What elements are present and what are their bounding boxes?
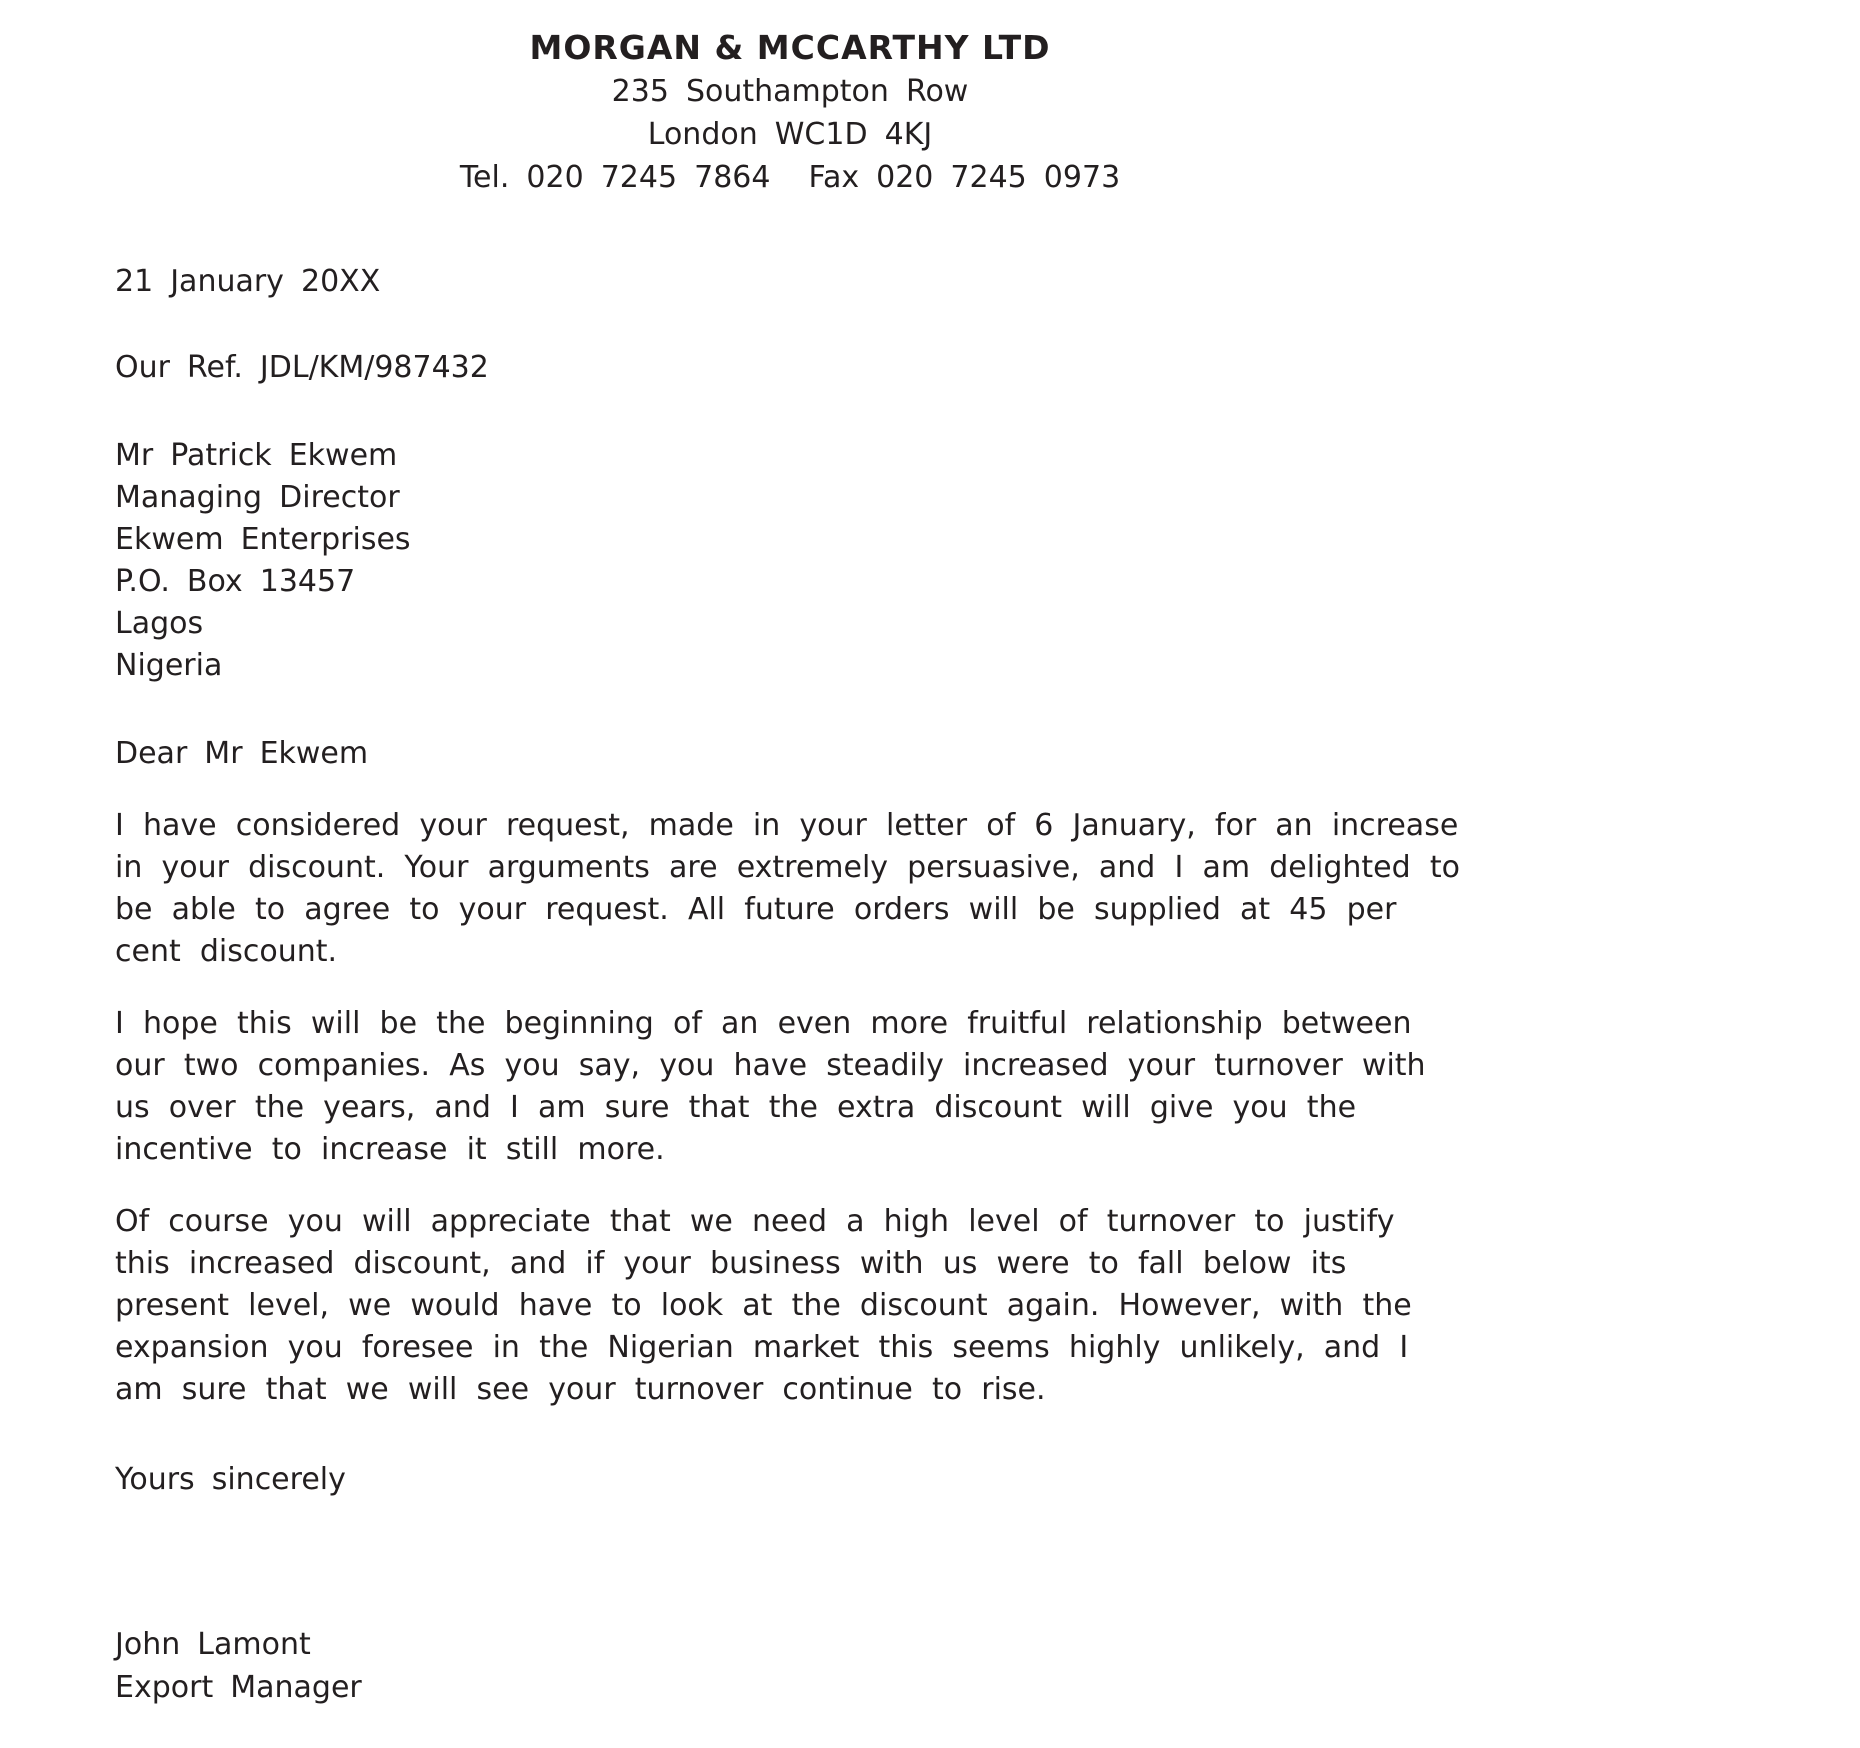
letter-content xyxy=(115,26,1465,1709)
body-paragraph-2: I hope this will be the beginning of an even more fruitful relationship between our two companies. As you say, you have steadily increased your turnover with us over the years, and I am sure that the extra discount will give you the incentive to increase it still more. xyxy=(115,1006,1426,1167)
recipient-company: Ekwem Enterprises xyxy=(115,522,411,557)
signatory-title: Export Manager xyxy=(115,1670,362,1705)
body-paragraph-3: Of course you will appreciate that we need a high level of turnover to justify this increased discount, and if your business with us were to fall below its present level, we would have to look at the discount again. However, with the expansion you foresee in the Nigerian market this seems highly unlikely, and I am sure that we will see your turnover continue to rise. xyxy=(115,1204,1412,1407)
company-fax: Fax 020 7245 0973 xyxy=(808,160,1121,195)
company-address-street: 235 Southampton Row xyxy=(611,74,969,109)
signatory-name: John Lamont xyxy=(115,1627,311,1662)
recipient-city: Lagos xyxy=(115,606,204,641)
letterhead xyxy=(115,26,1465,199)
company-telfax xyxy=(115,156,1465,199)
recipient-address xyxy=(115,435,1465,687)
company-name: MORGAN & MCCARTHY LTD xyxy=(529,28,1051,67)
recipient-country: Nigeria xyxy=(115,648,223,683)
body-paragraph-1: I have considered your request, made in your letter of 6 January, for an increase in your discount. Your arguments are extremely persuasive, and I am delighted to be able to agree to your request. All future orders will be supplied at 45 per cent discount. xyxy=(115,808,1460,969)
recipient-pobox: P.O. Box 13457 xyxy=(115,564,356,599)
letter-reference: Our Ref. JDL/KM/987432 xyxy=(115,350,489,385)
valediction: Yours sincerely xyxy=(115,1462,346,1497)
letter-date: 21 January 20XX xyxy=(115,264,381,299)
recipient-name: Mr Patrick Ekwem xyxy=(115,438,398,473)
company-address-city: London WC1D 4KJ xyxy=(647,117,933,152)
company-tel: Tel. 020 7245 7864 xyxy=(459,160,771,195)
recipient-title: Managing Director xyxy=(115,480,400,515)
signature-block xyxy=(115,1623,1465,1709)
salutation: Dear Mr Ekwem xyxy=(115,736,369,771)
